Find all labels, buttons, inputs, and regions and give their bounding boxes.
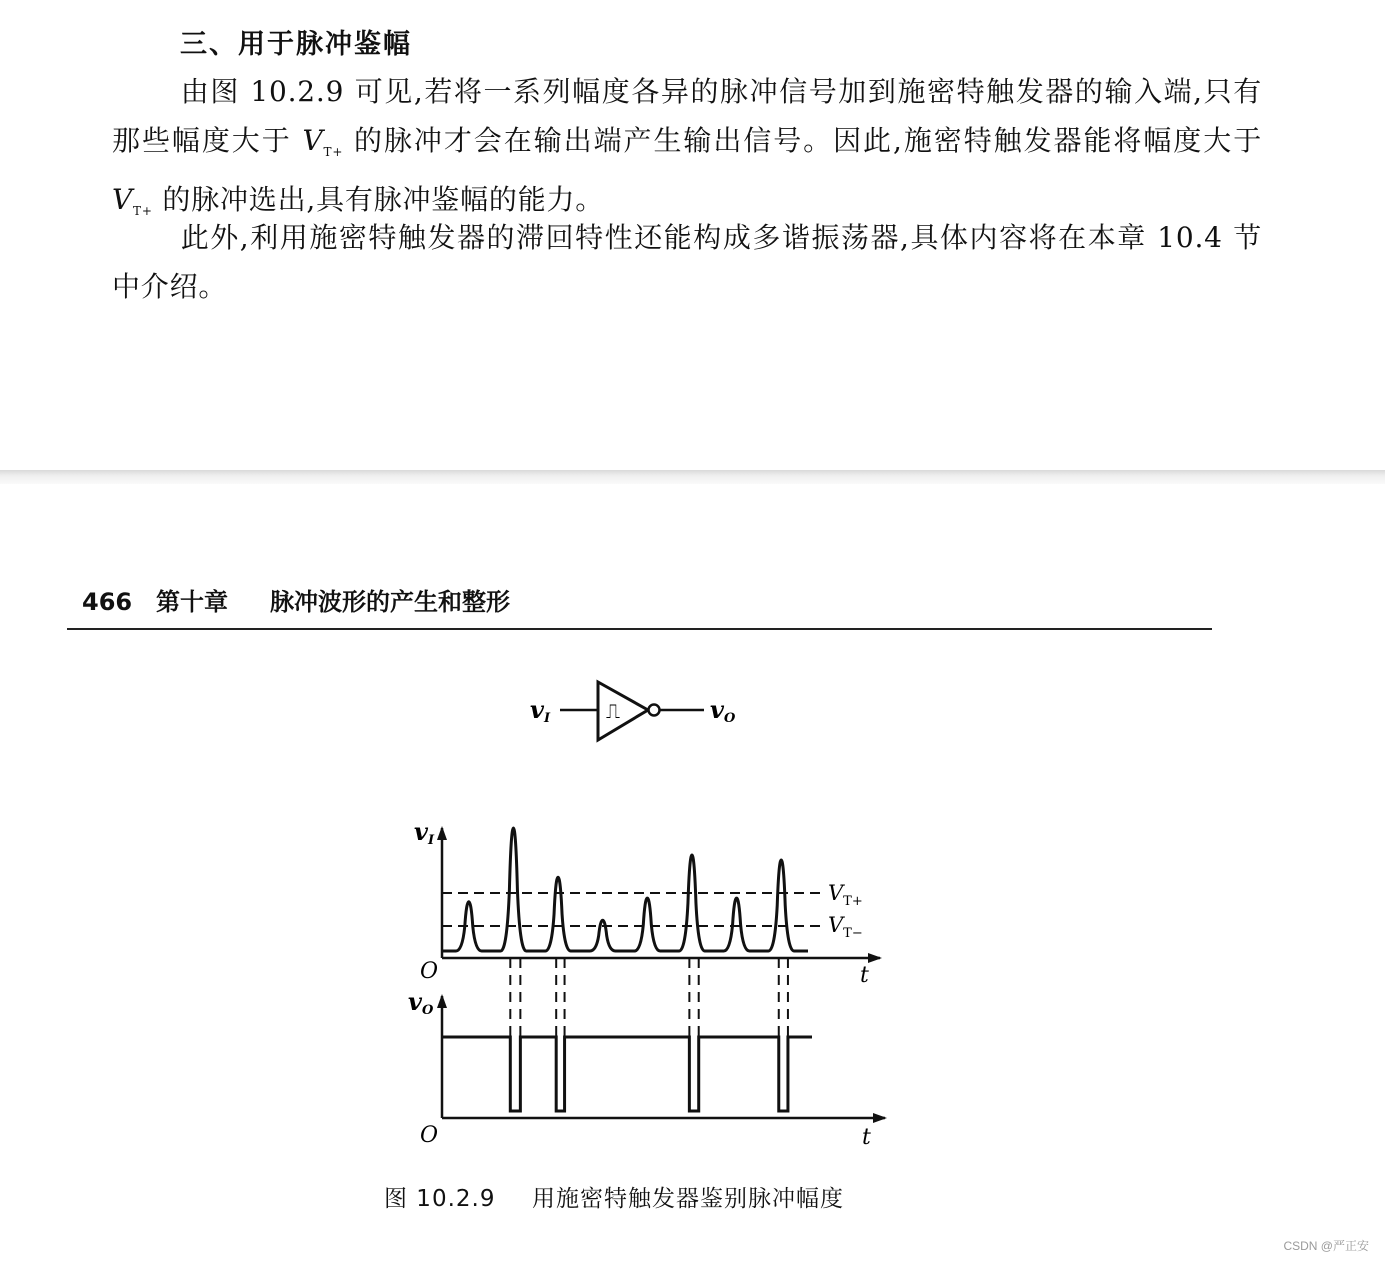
paragraph1-text-b: 的脉冲才会在输出端产生输出信号。因此,施密特触发器能将幅度大于 [343, 123, 1262, 157]
output-pulse-waveform [442, 1037, 812, 1111]
vt-plus-symbol-2: V [112, 183, 134, 216]
upper-page [0, 0, 1385, 470]
hysteresis-mark: ⎍ [606, 699, 620, 723]
section-heading: 三、用于脉冲鉴幅 [180, 29, 412, 60]
caption-text: 用施密特触发器鉴别脉冲幅度 [532, 1186, 844, 1212]
chapter-label: 第十章 [156, 588, 228, 616]
figure-schmitt-pulse-discrimination [380, 660, 940, 1160]
vt-plus-symbol: V [302, 123, 324, 157]
vt-minus-label: $V_{T-}$ [828, 913, 863, 941]
paragraph1-text-a: 由图 10.2.9 可见,若将一系列幅度各异的脉冲信号加到施密特触发器的输入端,只有那些幅度大于 [112, 75, 1262, 157]
pulse-projection-lines [510, 958, 788, 1112]
inverter-bubble [649, 705, 660, 716]
page-divider [0, 470, 1385, 484]
figure-caption [384, 1180, 844, 1213]
input-symbol: vI [530, 695, 551, 726]
vt-plus-label: $V_{T+}$ [828, 881, 863, 909]
page-number: 466 [82, 588, 133, 616]
header-rule [67, 628, 1212, 630]
paragraph2-text: 此外,利用施密特触发器的滞回特性还能构成多谐振荡器,具体内容将在本章 10.4 节中介绍。 [112, 221, 1262, 303]
output-waveform-chart [408, 987, 885, 1150]
output-y-label: vO [408, 987, 434, 1018]
input-origin-label: O [420, 959, 439, 984]
input-pulse-waveform [442, 828, 808, 951]
input-waveform-chart [414, 817, 880, 988]
vt-plus-subscript-2: T+ [133, 204, 153, 218]
output-t-label: t [862, 1125, 871, 1150]
csdn-watermark: CSDN @严正安 [1283, 1239, 1369, 1253]
caption-number: 图 10.2.9 [384, 1186, 496, 1212]
output-origin-label: O [420, 1123, 439, 1148]
running-head [82, 582, 510, 617]
vt-plus-subscript: T+ [323, 144, 344, 159]
input-y-label: vI [414, 817, 435, 848]
paragraph-pulse-discrimination [112, 68, 1262, 236]
chapter-title: 脉冲波形的产生和整形 [270, 588, 510, 616]
schmitt-trigger-symbol [530, 682, 736, 740]
paragraph-multivibrator [112, 214, 1262, 311]
paragraph1-text-c: 的脉冲选出,具有脉冲鉴幅的能力。 [152, 183, 605, 216]
input-t-label: t [860, 963, 869, 988]
output-symbol: vO [710, 695, 736, 726]
